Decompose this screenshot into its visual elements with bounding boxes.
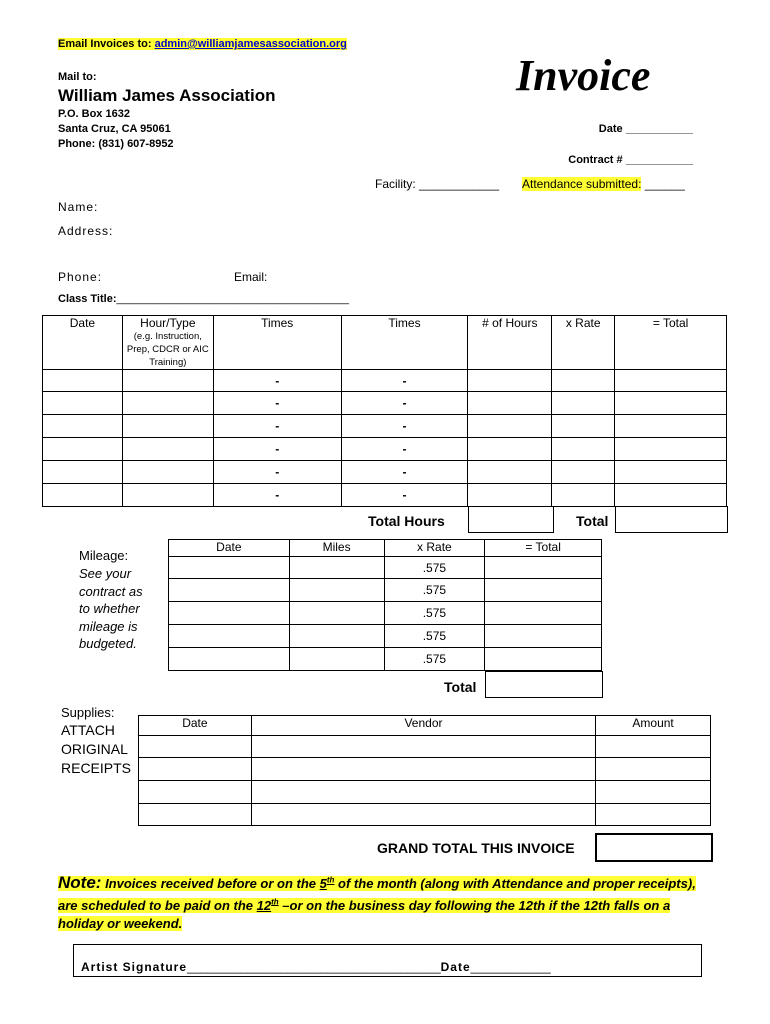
cell[interactable] [615, 438, 727, 461]
cell[interactable] [251, 781, 595, 804]
cell[interactable] [468, 438, 552, 461]
time-dash[interactable]: - [341, 461, 468, 484]
mileage-note-line: to whether [79, 601, 140, 616]
cell[interactable] [552, 438, 615, 461]
note-sup: th [326, 876, 335, 885]
cell[interactable] [468, 415, 552, 438]
signature-box [73, 944, 702, 977]
attendance-field[interactable] [522, 177, 685, 191]
contract-field[interactable]: Contract # ___________ [568, 154, 693, 166]
cell[interactable] [122, 370, 213, 392]
cell[interactable] [596, 758, 711, 781]
mileage-rate: .575 [384, 557, 485, 579]
email-field-label: Email: [234, 270, 268, 284]
note-sup: th [271, 897, 279, 907]
table-row [169, 557, 602, 579]
signature-date-blank: ____________ [470, 960, 551, 974]
note-day: 5 [319, 876, 327, 892]
mileage-total-label: Total [444, 679, 477, 695]
attach-receipts-note [61, 721, 131, 778]
mileage-col-miles: Miles [289, 540, 384, 557]
cell[interactable] [596, 736, 711, 758]
cell[interactable] [169, 648, 290, 671]
cell[interactable] [122, 484, 213, 507]
class-title-blank: ______________________________________ [116, 293, 349, 305]
mileage-note [79, 565, 143, 653]
payment-note [58, 872, 698, 933]
facility-field[interactable]: Facility: ____________ [375, 177, 500, 191]
signature-line[interactable] [81, 960, 551, 974]
class-title-field[interactable] [58, 293, 349, 305]
cell[interactable] [139, 781, 252, 804]
mileage-label: Mileage: [79, 548, 129, 563]
cell[interactable] [251, 736, 595, 758]
attach-line: ATTACH [61, 722, 115, 738]
time-dash[interactable]: - [341, 484, 468, 507]
hours-total-label: Total [576, 513, 609, 529]
phone-label: Phone: [58, 270, 103, 284]
table-row [139, 804, 711, 826]
note-day: 12 [256, 897, 272, 913]
col-times-1: Times [213, 316, 341, 370]
artist-signature-blank: ______________________________________ [187, 960, 441, 974]
cell[interactable] [43, 438, 123, 461]
cell[interactable] [468, 484, 552, 507]
table-row [43, 438, 727, 461]
attach-line: ORIGINAL [61, 741, 128, 757]
email-instructions [58, 38, 347, 50]
signature-date-label: Date [440, 960, 471, 974]
total-hours-label: Total Hours [368, 513, 445, 529]
cell[interactable] [552, 370, 615, 392]
mileage-note-line: contract as [79, 583, 143, 599]
mileage-rate: .575 [384, 625, 485, 648]
time-dash[interactable]: - [213, 415, 341, 438]
mileage-col-total: = Total [485, 540, 602, 557]
cell[interactable] [43, 370, 123, 392]
time-dash[interactable]: - [341, 438, 468, 461]
cell[interactable] [485, 602, 602, 625]
note-part: Invoices received before or on the [101, 876, 320, 892]
cell[interactable] [139, 758, 252, 781]
org-name: William James Association [58, 86, 276, 105]
cell[interactable] [139, 736, 252, 758]
cell[interactable] [43, 415, 123, 438]
class-title-label: Class Title: [58, 293, 117, 305]
hours-total-box[interactable] [615, 506, 728, 533]
table-row [139, 781, 711, 804]
cell[interactable] [122, 392, 213, 415]
supplies-col-vendor: Vendor [251, 716, 595, 736]
address-line1: P.O. Box 1632 [58, 108, 130, 120]
grand-total-label: GRAND TOTAL THIS INVOICE [377, 840, 575, 856]
cell[interactable] [289, 602, 384, 625]
cell[interactable] [615, 461, 727, 484]
mail-to-label: Mail to: [58, 71, 97, 83]
cell[interactable] [552, 415, 615, 438]
mileage-note-line: budgeted. [79, 636, 137, 651]
cell[interactable] [169, 625, 290, 648]
cell[interactable] [596, 804, 711, 826]
cell[interactable] [615, 484, 727, 507]
col-num-hours: # of Hours [468, 316, 552, 370]
time-dash[interactable]: - [341, 370, 468, 392]
invoice-title: Invoice [516, 51, 651, 100]
total-hours-box[interactable] [468, 506, 554, 533]
cell[interactable] [122, 438, 213, 461]
supplies-table [138, 715, 711, 826]
name-label: Name: [58, 200, 99, 214]
mileage-note-line: mileage is [79, 618, 138, 634]
attach-line: RECEIPTS [61, 760, 132, 776]
cell[interactable] [552, 484, 615, 507]
supplies-col-amount: Amount [596, 716, 711, 736]
time-dash[interactable]: - [213, 438, 341, 461]
table-row [169, 648, 602, 671]
cell[interactable] [468, 370, 552, 392]
mileage-header-row [169, 540, 602, 557]
cell[interactable] [552, 392, 615, 415]
table-row [43, 484, 727, 507]
time-dash[interactable]: - [213, 370, 341, 392]
table-row [169, 579, 602, 602]
mileage-note-line: See your [79, 566, 132, 581]
col-times-2: Times [341, 316, 468, 370]
email-label: Email Invoices to: [58, 38, 152, 50]
time-dash[interactable]: - [341, 415, 468, 438]
org-phone: Phone: (831) 607-8952 [58, 138, 174, 150]
table-row [169, 602, 602, 625]
cell[interactable] [552, 461, 615, 484]
cell[interactable] [289, 557, 384, 579]
cell[interactable] [289, 625, 384, 648]
cell[interactable] [596, 781, 711, 804]
address-line2: Santa Cruz, CA 95061 [58, 123, 171, 135]
mileage-table [168, 539, 602, 671]
cell[interactable] [468, 392, 552, 415]
time-dash[interactable]: - [341, 392, 468, 415]
cell[interactable] [122, 461, 213, 484]
col-total: = Total [615, 316, 727, 370]
cell[interactable] [139, 804, 252, 826]
table-row [43, 461, 727, 484]
cell[interactable] [485, 625, 602, 648]
table-row [43, 370, 727, 392]
supplies-label: Supplies: [61, 705, 115, 720]
cell[interactable] [251, 758, 595, 781]
cell[interactable] [485, 579, 602, 602]
hours-table [42, 315, 727, 507]
cell[interactable] [169, 602, 290, 625]
address-label: Address: [58, 224, 114, 238]
table-row [169, 625, 602, 648]
col-rate: x Rate [552, 316, 615, 370]
cell[interactable] [485, 648, 602, 671]
col-hour-type-note: (e.g. Instruction, Prep, CDCR or AIC Training) [126, 331, 209, 368]
col-hour-type-label: Hour/Type [140, 316, 196, 330]
cell[interactable] [169, 557, 290, 579]
grand-total-box[interactable] [595, 833, 713, 862]
time-dash[interactable]: - [213, 392, 341, 415]
mileage-total-box[interactable] [485, 671, 603, 698]
col-date: Date [43, 316, 123, 370]
table-row [43, 415, 727, 438]
cell[interactable] [43, 392, 123, 415]
note-part: of the month (along with Attendance and proper receipts), are scheduled to be paid on the [58, 876, 696, 913]
mileage-col-rate: x Rate [384, 540, 485, 557]
supplies-col-date: Date [139, 716, 252, 736]
attendance-label: Attendance submitted: [522, 177, 642, 191]
mileage-col-date: Date [169, 540, 290, 557]
cell[interactable] [43, 484, 123, 507]
table-row [139, 736, 711, 758]
col-hour-type [122, 316, 213, 370]
cell[interactable] [289, 648, 384, 671]
time-dash[interactable]: - [213, 484, 341, 507]
cell[interactable] [615, 415, 727, 438]
time-dash[interactable]: - [213, 461, 341, 484]
cell[interactable] [615, 370, 727, 392]
cell[interactable] [43, 461, 123, 484]
note-label: Note: [58, 873, 102, 893]
hours-header-row [43, 316, 727, 370]
cell[interactable] [289, 579, 384, 602]
email-link[interactable]: admin@williamjamesassociation.org [154, 38, 347, 50]
cell[interactable] [468, 461, 552, 484]
mileage-rate: .575 [384, 602, 485, 625]
note-text [58, 873, 696, 931]
supplies-header-row [139, 716, 711, 736]
mileage-rate: .575 [384, 648, 485, 671]
date-field[interactable]: Date ___________ [598, 123, 693, 135]
cell[interactable] [122, 415, 213, 438]
artist-signature-label: Artist Signature [81, 960, 188, 974]
table-row [43, 392, 727, 415]
cell[interactable] [615, 392, 727, 415]
mileage-rate: .575 [384, 579, 485, 602]
note-part: –or on the business day following the 12th if the 12th falls on a holiday or weekend. [58, 897, 671, 931]
cell[interactable] [169, 579, 290, 602]
attendance-blank: ______ [644, 177, 685, 191]
cell[interactable] [251, 804, 595, 826]
cell[interactable] [485, 557, 602, 579]
table-row [139, 758, 711, 781]
